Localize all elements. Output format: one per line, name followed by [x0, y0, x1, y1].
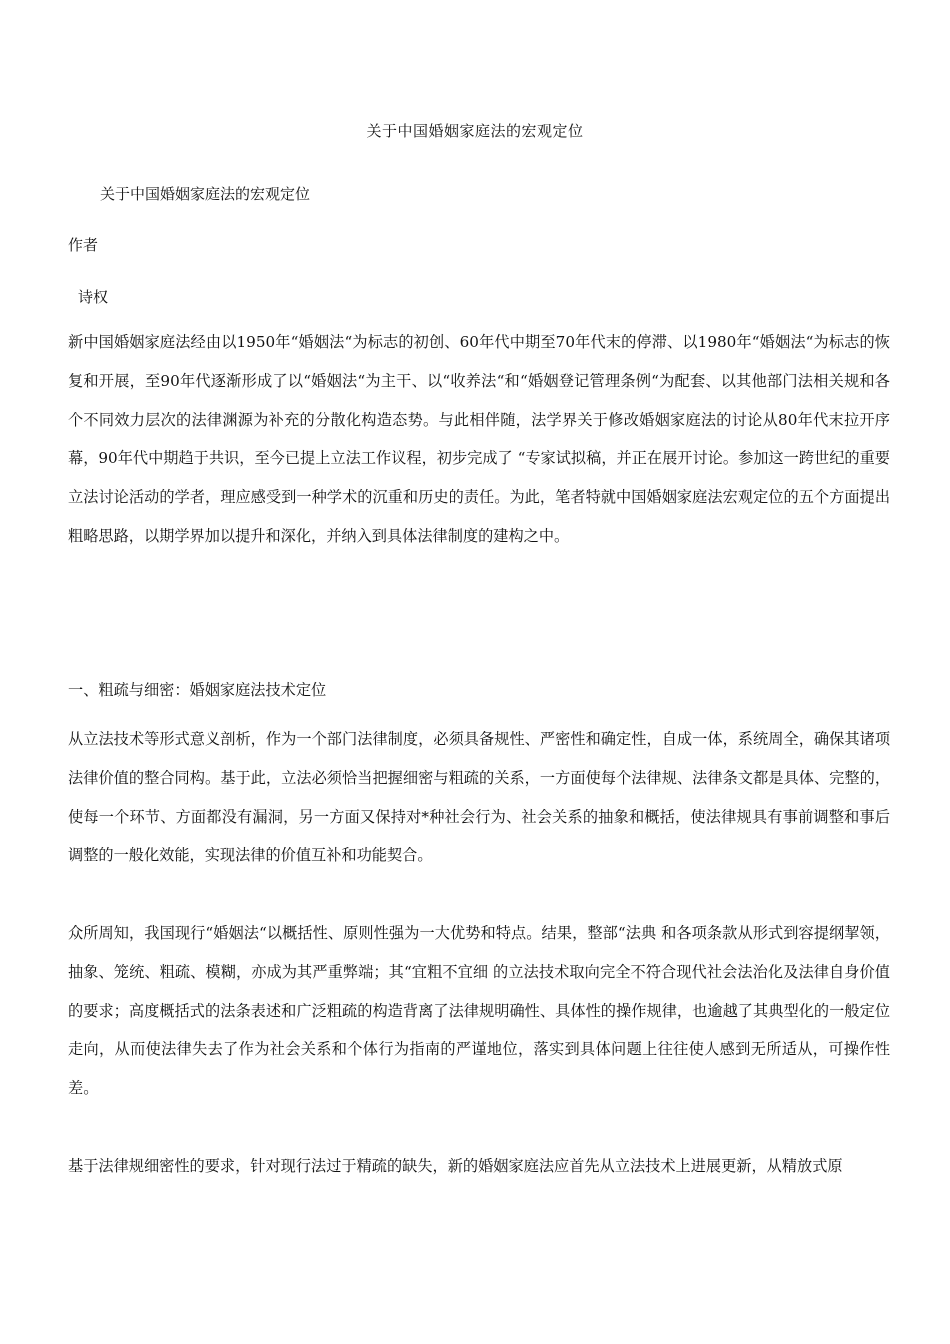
- paragraph-precision: 基于法律规细密性的要求，针对现行法过于精疏的缺失，新的婚姻家庭法应首先从立法技术上进展更新，从精放式原: [68, 1157, 843, 1175]
- paragraph-technique: 从立法技术等形式意义剖析，作为一个部门法律制度，必须具备规性、严密性和确定性，自成一体，系统周全，确保其诸项法律价值的整合同构。基于此，立法必须恰当把握细密与粗疏的关系，一方面使每个法律规、法律条文都是具体、完整的，使每一个环节、方面都没有漏洞，另一方面又保持对*种社会行为、社会关系的抽象和概括，使法律规具有事前调整和事后调整的一般化效能，实现法律的价值互补和功能契合。: [68, 730, 890, 865]
- paragraph-current-law: 众所周知，我国现行“婚姻法“以概括性、原则性强为一大优势和特点。结果，整部“法典 和各项条款从形式到容提纲挈领，抽象、笼统、粗疏、模糊，亦成为其严重弊端；其“宜粗不宜细 的立法技术取向完全不符合现代社会法治化及法律自身价值的要求；高度概括式的法条表述和广泛粗疏的构造背离了法律规明确性、具体性的操作规律，也逾越了其典型化的一般定位走向，从而使法律失去了作为社会关系和个体行为指南的严谨地位，落实到具体问题上往往使人感到无所适从，可操作性差。: [68, 924, 890, 1098]
- section-heading: 一、粗疏与细密：婚姻家庭法技术定位: [68, 681, 327, 699]
- document-title: 关于中国婚姻家庭法的宏观定位: [366, 122, 584, 140]
- author-name: 诗权: [78, 288, 109, 306]
- author-label: 作者: [68, 236, 99, 254]
- paragraph-intro: 新中国婚姻家庭法经由以1950年“婚姻法“为标志的初创、60年代中期至70年代末的停滞、以1980年“婚姻法“为标志的恢复和开展，至90年代逐渐形成了以“婚姻法“为主干、以“收养法“和“婚姻登记管理条例“为配套、以其他部门法相关规和各个不同效力层次的法律渊源为补充的分散化构造态势。与此相伴随，法学界关于修改婚姻家庭法的讨论从80年代末拉开序幕，90年代中期趋于共识，至今已提上立法工作议程，初步完成了 “专家试拟稿，并正在展开讨论。参加这一跨世纪的重要立法讨论活动的学者，理应感受到一种学术的沉重和历史的责任。为此，笔者特就中国婚姻家庭法宏观定位的五个方面提出粗略思路，以期学界加以提升和深化，并纳入到具体法律制度的建构之中。: [68, 333, 890, 545]
- document-subtitle: 关于中国婚姻家庭法的宏观定位: [100, 185, 311, 203]
